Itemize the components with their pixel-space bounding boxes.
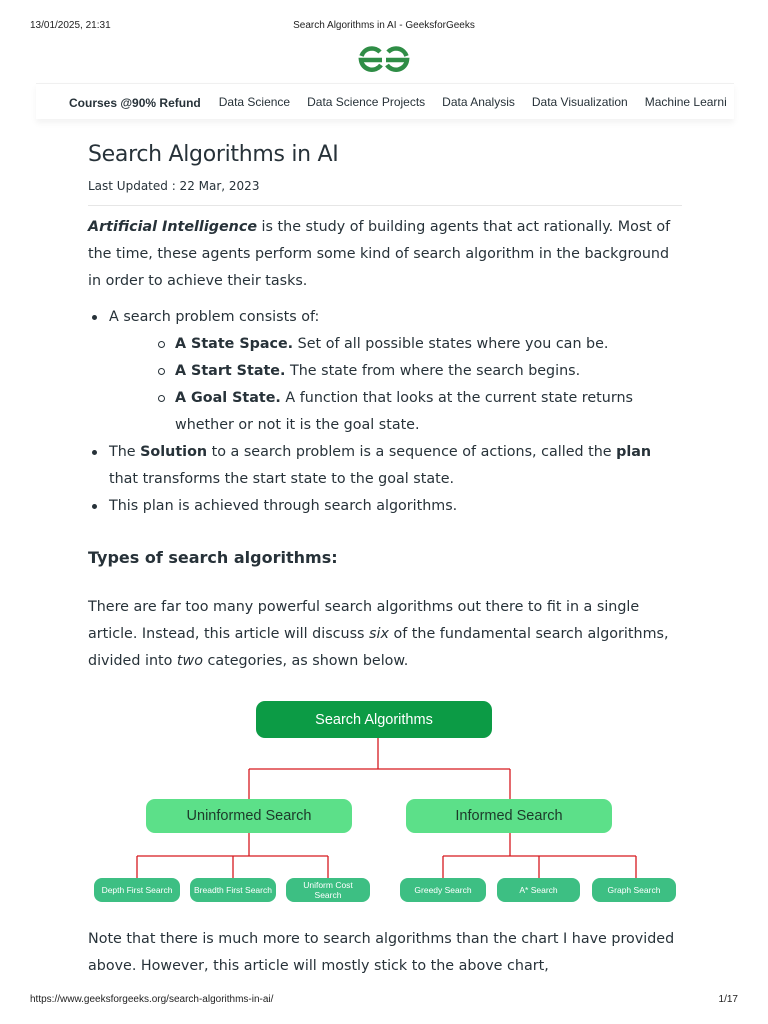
bullet-search-problem: A search problem consists of: (109, 309, 320, 325)
emphasis-six: six (369, 626, 389, 642)
bullet-text: to a search problem is a sequence of actions, called the (207, 444, 617, 460)
nav-data-visualization-link[interactable]: Data Visualization (531, 94, 628, 109)
article-content (88, 140, 682, 675)
diagram-root-node: Search Algorithms (256, 701, 492, 738)
types-paragraph (88, 594, 682, 675)
paragraph-text: categories, as shown below. (202, 653, 409, 669)
article-title: Search Algorithms in AI (88, 142, 339, 167)
print-page-title: Search Algorithms in AI - GeeksforGeeks (293, 20, 475, 31)
list-item (88, 493, 682, 520)
print-page-number: 1/17 (718, 994, 738, 1005)
diagram-graph-search-node: Graph Search (592, 878, 676, 902)
diagram-uninformed-node: Uninformed Search (146, 799, 352, 833)
list-item (175, 331, 682, 358)
diagram-dfs-node: Depth First Search (94, 878, 180, 902)
sub-term: A State Space. (175, 336, 294, 352)
sub-term: A Goal State. (175, 390, 281, 406)
section-heading-types: Types of search algorithms: (88, 548, 338, 567)
sub-text: Set of all possible states where you can be. (293, 336, 609, 352)
emphasis-two: two (176, 653, 203, 669)
paragraph-text: of the fundamental search algorithms, divided into (88, 626, 669, 669)
diagram-informed-node: Informed Search (406, 799, 612, 833)
nav-data-science-projects-link[interactable]: Data Science Projects (307, 94, 426, 109)
note-paragraph: Note that there is much more to search algorithms than the chart I have provided above. However, this article will mostly stick to the above chart, (88, 931, 675, 974)
diagram-ucs-node: Uniform Cost Search (286, 878, 370, 902)
print-header (0, 16, 768, 32)
search-problem-sublist (175, 331, 682, 439)
plan-term: plan (616, 444, 652, 460)
geeksforgeeks-logo-icon[interactable] (357, 43, 411, 75)
paragraph-text: There are far too many powerful search algorithms out there to fit in a single article. Instead, this article will discuss (88, 599, 640, 642)
nav-data-science-link[interactable]: Data Science (218, 94, 291, 109)
ai-term: Artificial Intelligence (88, 219, 258, 235)
list-item (175, 358, 682, 385)
nav-machine-learning-link[interactable]: Machine Learni (644, 94, 727, 109)
search-algorithms-diagram (88, 700, 682, 910)
title-divider (88, 205, 682, 206)
list-item (88, 304, 682, 439)
print-datetime: 13/01/2025, 21:31 (30, 20, 111, 31)
sub-text: The state from where the search begins. (285, 363, 581, 379)
last-updated-date: Last Updated : 22 Mar, 2023 (88, 179, 260, 193)
top-navbar (36, 83, 734, 119)
nav-courses-link[interactable]: Courses @90% Refund (69, 95, 201, 110)
print-url: https://www.geeksforgeeks.org/search-algorithms-in-ai/ (30, 994, 274, 1005)
intro-paragraph (88, 214, 682, 295)
sub-term: A Start State. (175, 363, 286, 379)
list-item (88, 439, 682, 493)
bullet-text: This plan is achieved through search algorithms. (109, 498, 458, 514)
solution-term: Solution (140, 444, 208, 460)
diagram-greedy-node: Greedy Search (400, 878, 486, 902)
search-problem-list (88, 304, 682, 520)
intro-text: is the study of building agents that act rationally. Most of the time, these agents perform some kind of search algorithm in the background in order to achieve their tasks. (88, 219, 671, 289)
diagram-bfs-node: Breadth First Search (190, 878, 276, 902)
sub-text: A function that looks at the current state returns whether or not it is the goal state. (175, 390, 633, 433)
list-item (175, 385, 682, 439)
bullet-text: that transforms the start state to the goal state. (109, 471, 455, 487)
nav-data-analysis-link[interactable]: Data Analysis (442, 94, 515, 109)
diagram-astar-node: A* Search (497, 878, 580, 902)
bullet-text: The (109, 444, 141, 460)
